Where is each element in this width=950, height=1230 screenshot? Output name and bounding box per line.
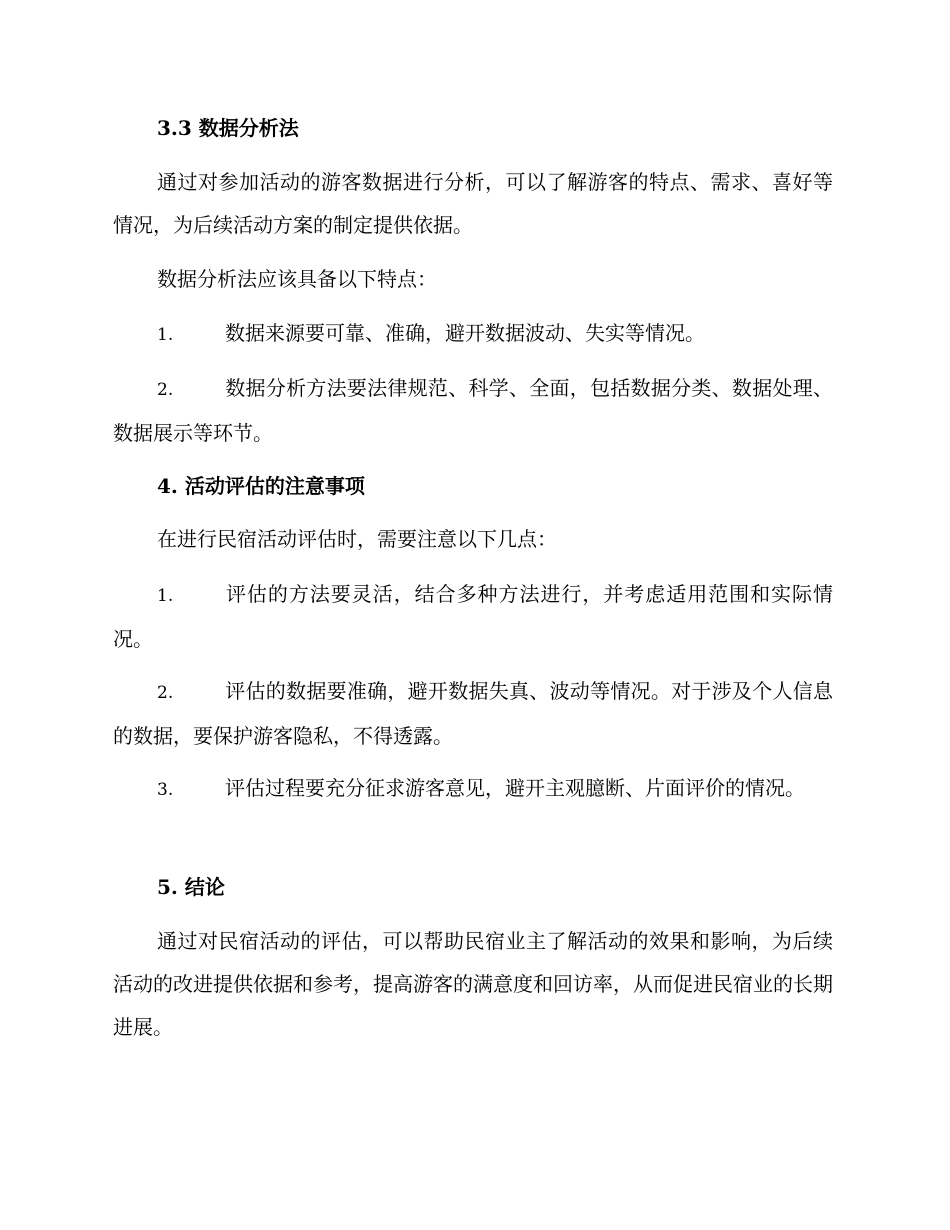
paragraph-evaluation-notes-intro: 在进行民宿活动评估时，需要注意以下几点：	[157, 527, 557, 551]
list-number: 2.	[157, 380, 174, 400]
list-item-1	[113, 312, 833, 357]
section-heading-4: 4. 活动评估的注意事项	[157, 474, 365, 498]
list-item-2	[113, 367, 833, 455]
list-text: 数据来源要可靠、准确，避开数据波动、失实等情况。	[225, 321, 705, 345]
paragraph-data-analysis-intro: 通过对参加活动的游客数据进行分析，可以了解游客的特点、需求、喜好等情况，为后续活动方案的制定提供依据。	[113, 170, 833, 237]
list-text: 评估的方法要灵活，结合多种方法进行，并考虑适用范围和实际情况。	[113, 582, 833, 651]
list-item-3	[113, 767, 833, 812]
paragraph-conclusion: 通过对民宿活动的评估，可以帮助民宿业主了解活动的效果和影响，为后续活动的改进提供依据和参考，提高游客的满意度和回访率，从而促进民宿业的长期进展。	[113, 929, 833, 1039]
list-item-1	[113, 573, 833, 661]
list-number: 1.	[157, 325, 174, 345]
paragraph-data-analysis-features: 数据分析法应该具备以下特点：	[157, 267, 437, 291]
list-number: 2.	[157, 683, 174, 703]
list-number: 1.	[157, 586, 174, 606]
list-text: 评估过程要充分征求游客意见，避开主观臆断、片面评价的情况。	[225, 776, 805, 800]
list-text: 数据分析方法要法律规范、科学、全面，包括数据分类、数据处理、数据展示等环节。	[113, 376, 833, 445]
list-number: 3.	[157, 780, 174, 800]
list-item-2	[113, 670, 833, 758]
section-heading-5: 5. 结论	[157, 875, 225, 899]
list-text: 评估的数据要准确，避开数据失真、波动等情况。对于涉及个人信息的数据，要保护游客隐私，不得透露。	[113, 679, 833, 748]
section-heading-3-3: 3.3 数据分析法	[157, 116, 299, 140]
